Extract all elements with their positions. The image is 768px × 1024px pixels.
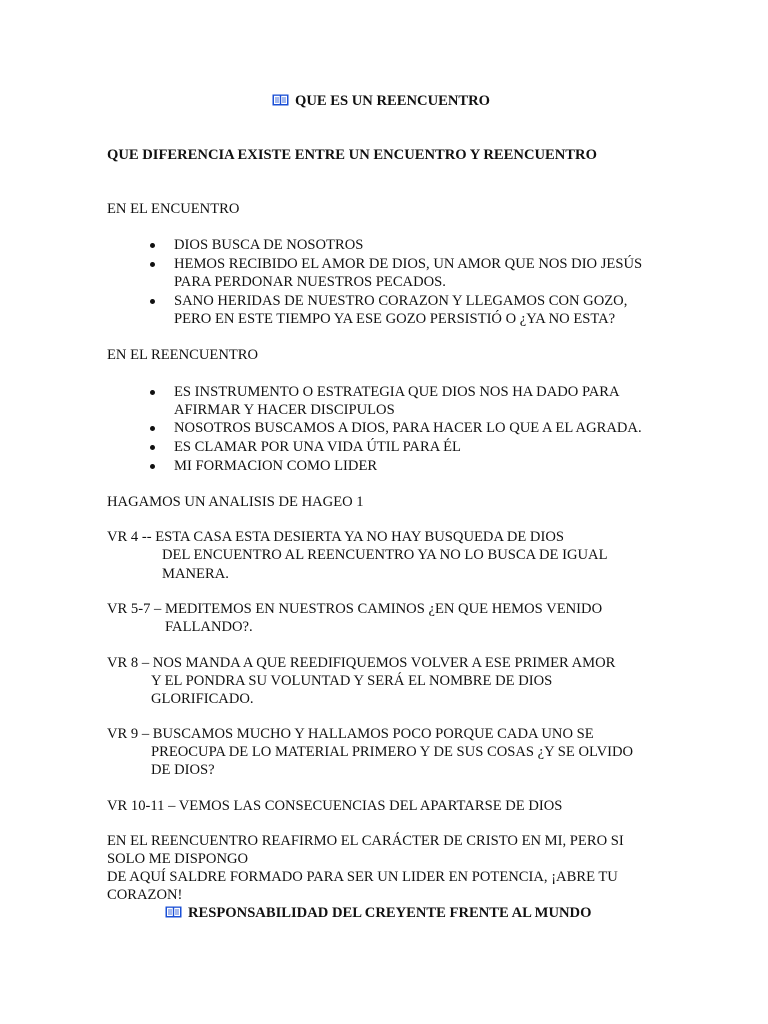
bullet-icon — [150, 299, 155, 304]
verse-vr4-line1: VR 4 -- ESTA CASA ESTA DESIERTA YA NO HAY BUSQUEDA DE DIOS — [107, 529, 564, 545]
verse-vr4-line3: MANERA. — [162, 566, 229, 582]
verse-vr8-line2: Y EL PONDRA SU VOLUNTAD Y SERÁ EL NOMBRE DE DIOS — [151, 673, 553, 689]
verse-vr4-line2: DEL ENCUENTRO AL REENCUENTRO YA NO LO BUSCA DE IGUAL — [162, 547, 608, 563]
closing-line4: CORAZON! — [107, 887, 183, 903]
section-title-text: RESPONSABILIDAD DEL CREYENTE FRENTE AL MUNDO — [188, 905, 592, 921]
bullet-icon — [150, 262, 155, 267]
open-book-icon — [272, 94, 289, 106]
bullet-icon — [150, 445, 155, 450]
section-heading-encuentro: EN EL ENCUENTRO — [107, 201, 240, 217]
closing-line1: EN EL REENCUENTRO REAFIRMO EL CARÁCTER DE CRISTO EN MI, PERO SI — [107, 833, 624, 849]
verse-vr9-line2: PREOCUPA DE LO MATERIAL PRIMERO Y DE SUS COSAS ¿Y SE OLVIDO — [151, 744, 634, 760]
bullet-icon — [150, 464, 155, 469]
verse-vr5-line2: FALLANDO?. — [165, 619, 253, 635]
bullet-icon — [150, 426, 155, 431]
verse-vr9-line3: DE DIOS? — [151, 762, 215, 778]
closing-line2: SOLO ME DISPONGO — [107, 851, 249, 867]
title-text: QUE ES UN REENCUENTRO — [295, 93, 491, 109]
closing-line3: DE AQUÍ SALDRE FORMADO PARA SER UN LIDER EN POTENCIA, ¡ABRE TU — [107, 869, 618, 885]
page-title — [272, 92, 490, 110]
section-heading-reencuentro: EN EL REENCUENTRO — [107, 347, 259, 363]
verse-vr8-line1: VR 8 – NOS MANDA A QUE REEDIFIQUEMOS VOLVER A ESE PRIMER AMOR — [107, 655, 616, 671]
bullet-icon — [150, 390, 155, 395]
verse-vr8-line3: GLORIFICADO. — [151, 691, 254, 707]
bullet-icon — [150, 243, 155, 248]
subtitle: QUE DIFERENCIA EXISTE ENTRE UN ENCUENTRO Y REENCUENTRO — [107, 147, 597, 163]
verse-vr9-line1: VR 9 – BUSCAMOS MUCHO Y HALLAMOS POCO PORQUE CADA UNO SE — [107, 726, 594, 742]
verse-vr10-line1: VR 10-11 – VEMOS LAS CONSECUENCIAS DEL APARTARSE DE DIOS — [107, 798, 563, 814]
section-title — [165, 904, 591, 922]
analysis-heading: HAGAMOS UN ANALISIS DE HAGEO 1 — [107, 494, 364, 510]
open-book-icon — [165, 906, 182, 918]
verse-vr5-line1: VR 5-7 – MEDITEMOS EN NUESTROS CAMINOS ¿EN QUE HEMOS VENIDO — [107, 601, 603, 617]
